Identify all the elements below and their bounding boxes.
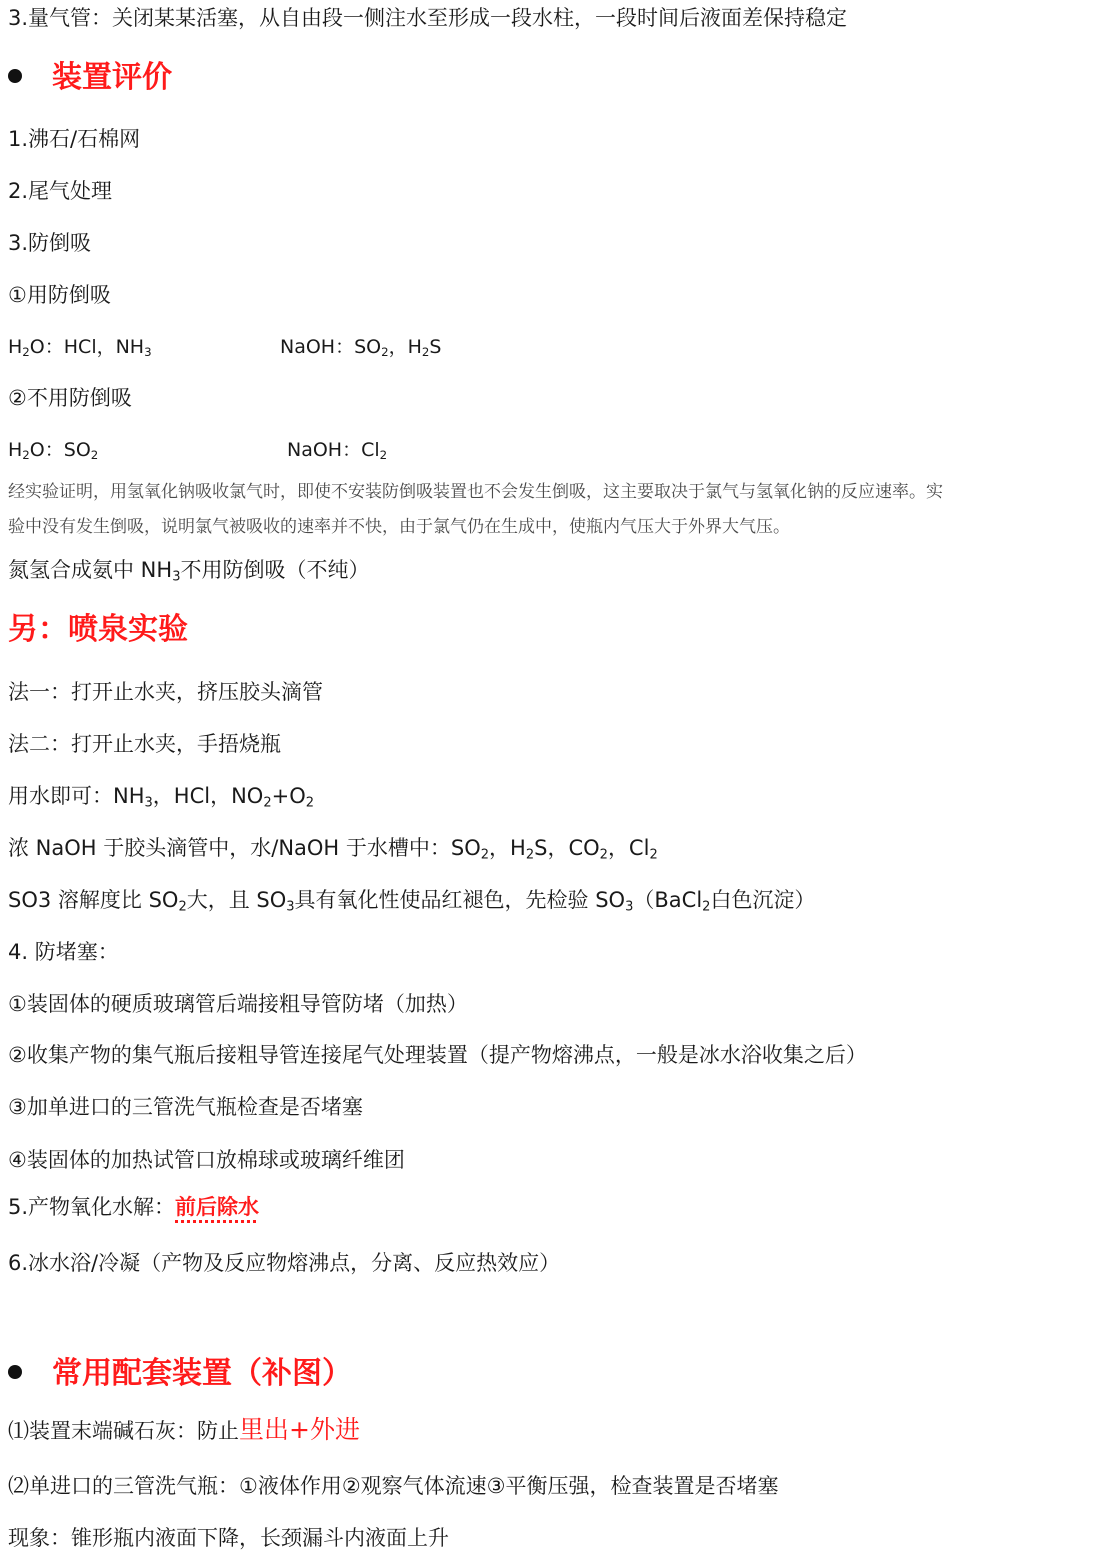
line-anti-clog-1: ①装固体的硬质玻璃管后端接粗导管防堵（加热） <box>8 992 468 1016</box>
line-conc-naoh: 浓 NaOH 于胶头滴管中，水/NaOH 于水槽中：$SO_2$，$H_2S$，$CO_2$，$Cl_2$ <box>8 836 658 863</box>
line-ice-bath: 6.冰水浴/冷凝（产物及反应物熔沸点，分离、反应热效应） <box>8 1251 561 1275</box>
heading-device-evaluation <box>8 58 172 98</box>
line-naoh-cl2: NaOH：$Cl_2$ <box>287 439 388 462</box>
line-h2o-hcl-nh3: $H_2O$：HCl，$NH_3$ <box>8 336 152 359</box>
line-no-anti-suckback: ②不用防倒吸 <box>8 386 132 410</box>
line-use-anti-suckback: ①用防倒吸 <box>8 283 111 307</box>
line-gas-measuring-tube: 3.量气管：关闭某某活塞，从自由段一侧注水至形成一段水柱，一段时间后液面差保持稳定 <box>8 6 848 30</box>
line-phenomenon: 现象：锥形瓶内液面下降，长颈漏斗内液面上升 <box>8 1526 449 1550</box>
line-anti-clog-4: ④装固体的加热试管口放棉球或玻璃纤维团 <box>8 1148 405 1172</box>
emphasis-in-out: 里出+外进 <box>239 1415 360 1444</box>
line-anti-clog-2: ②收集产物的集气瓶后接粗导管连接尾气处理装置（提产物熔沸点，一般是冰水浴收集之后） <box>8 1043 867 1067</box>
line-three-tube-bottle: ⑵单进口的三管洗气瓶：①液体作用②观察气体流速③平衡压强，检查装置是否堵塞 <box>8 1474 779 1498</box>
heading-text: 装置评价 <box>52 60 172 95</box>
line-soda-lime: ⑴装置末端碱石灰：防止里出+外进 <box>8 1415 360 1444</box>
line-method-one: 法一：打开止水夹，挤压胶头滴管 <box>8 680 323 704</box>
heading-text: 常用配套装置（补图） <box>52 1356 352 1391</box>
bullet-icon <box>8 69 22 83</box>
line-anti-clog-3: ③加单进口的三管洗气瓶检查是否堵塞 <box>8 1095 363 1119</box>
note-chlorine-line2: 验中没有发生倒吸，说明氯气被吸收的速率并不快，由于氯气仍在生成中，使瓶内气压大于外界大气压。 <box>8 517 790 537</box>
line-h2o-so2: $H_2O$：$SO_2$ <box>8 439 99 462</box>
line-naoh-so2-h2s: NaOH：$SO_2$，$H_2S$ <box>280 336 442 359</box>
line-so3-solubility: SO3 溶解度比 $SO_2$大，且 $SO_3$具有氧化性使品红褪色，先检验 $SO_3(BaCl_2$白色沉淀） <box>8 888 816 915</box>
line-hydrolysis: 5.产物氧化水解：前后除水 <box>8 1195 260 1219</box>
line-anti-suckback: 3.防倒吸 <box>8 231 92 255</box>
line-tail-gas: 2.尾气处理 <box>8 179 113 203</box>
note-chlorine-line1: 经实验证明，用氢氧化钠吸收氯气时，即使不安装防倒吸装置也不会发生倒吸，这主要取决于氯气与氢氧化钠的反应速率。实 <box>8 482 943 502</box>
line-method-two: 法二：打开止水夹，手捂烧瓶 <box>8 732 281 756</box>
line-anti-clog: 4. 防堵塞： <box>8 940 119 964</box>
heading-fountain-experiment: 另：喷泉实验 <box>8 612 188 647</box>
line-water-enough: 用水即可：$NH_3$，HCl，$NO_2+O_2$ <box>8 784 314 811</box>
heading-common-devices <box>8 1354 352 1394</box>
emphasis-remove-water: 前后除水 <box>175 1195 260 1219</box>
bullet-icon <box>8 1365 22 1379</box>
line-boiling-stone: 1.沸石/石棉网 <box>8 127 141 151</box>
line-nh3-synthesis: 氮氢合成氨中 $NH_3$不用防倒吸（不纯） <box>8 558 370 585</box>
